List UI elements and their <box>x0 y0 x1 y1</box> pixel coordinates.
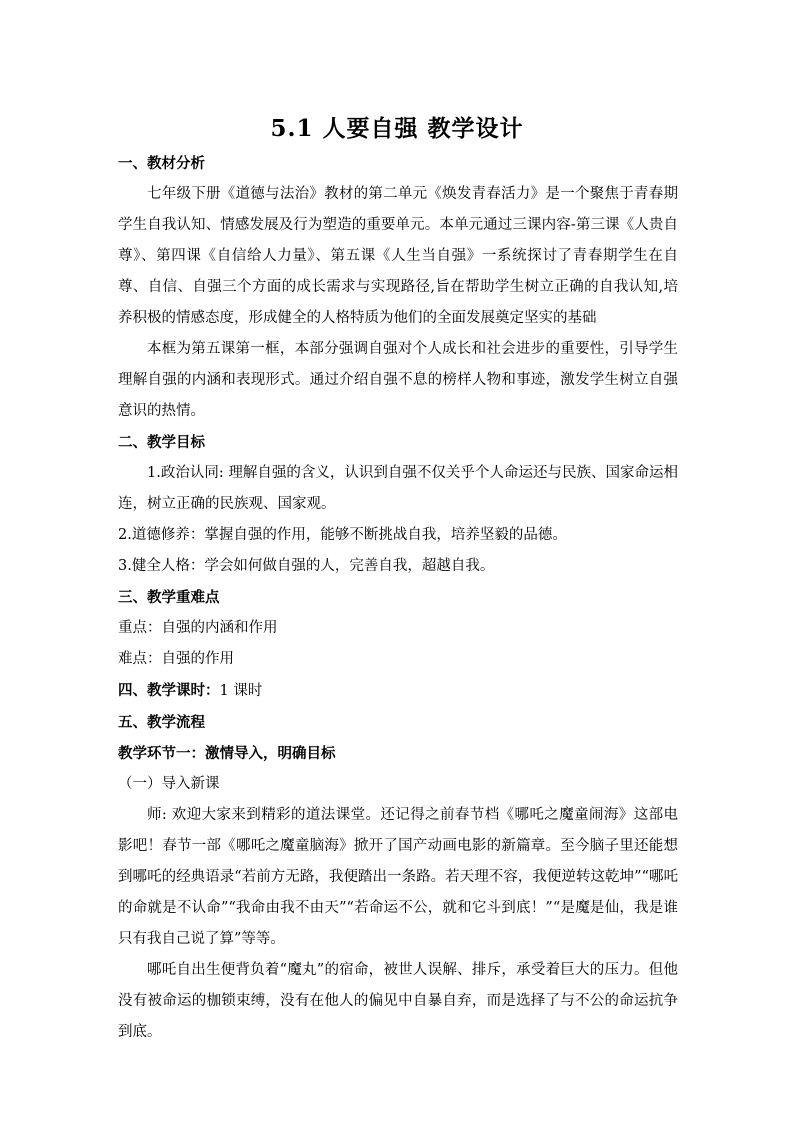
objective-item-1: 1.政治认同: 理解自强的含义，认识到自强不仅关乎个人命运还与民族、国家命运相连，树立正确的民族观、国家观。 <box>118 465 678 512</box>
objective-item-2: 2.道德修养：掌握自强的作用，能够不断挑战自我，培养坚毅的品德。 <box>118 527 567 543</box>
section-heading-process: 五、教学流程 <box>118 714 205 731</box>
teaching-step-1: 教学环节一：激情导入，明确目标 <box>118 745 336 762</box>
document-body <box>118 148 678 1048</box>
difficult-point: 难点：自强的作用 <box>118 651 234 667</box>
section-heading-materials: 一、教材分析 <box>118 155 205 172</box>
class-hours-line <box>118 675 678 707</box>
objective-item-3: 3.健全人格：学会如何做自强的人，完善自我，超越自我。 <box>118 558 495 574</box>
intro-paragraph-2: 哪吒自出生便背负着“魔丸”的宿命，被世人误解、排斥，承受着巨大的压力。但他没有被命运的枷锁束缚，没有在他人的偏见中自暴自弃，而是选择了与不公的命运抗争到底。 <box>118 962 678 1040</box>
key-point: 重点：自强的内涵和作用 <box>118 620 278 636</box>
section-heading-class-hours: 四、教学课时： <box>118 682 220 699</box>
class-hours-value: 1 课时 <box>219 683 263 699</box>
section-heading-objectives: 二、教学目标 <box>118 434 205 451</box>
materials-paragraph-2: 本框为第五课第一框，本部分强调自强对个人成长和社会进步的重要性，引导学生理解自强的内涵和表现形式。通过介绍自强不息的榜样人物和事迹，激发学生树立自强意识的热情。 <box>118 341 678 419</box>
document-title: 5.1 人要自强 教学设计 <box>270 115 524 142</box>
subsection-intro: （一）导入新课 <box>118 776 220 792</box>
materials-paragraph-1: 七年级下册《道德与法治》教材的第二单元《焕发青春活力》是一个聚焦于青春期学生自我认知、情感发展及行为塑造的重要单元。本单元通过三课内容-第三课《人贵自尊》、第四课《自信给人力量》、第五课《人生当自强》一系统探讨了青春期学生在自尊、自信、自强三个方面的成长需求与实现路径,旨在帮助学生树立正确的自我认知,培养积极的情感态度，形成健全的人格特质为他们的全面发展奠定坚实的基础 <box>118 186 678 326</box>
section-heading-key-points: 三、教学重难点 <box>118 589 220 606</box>
intro-paragraph-1: 师: 欢迎大家来到精彩的道法课堂。还记得之前春节档《哪吒之魔童闹海》这部电影吧！春节一部《哪吒之魔童脑海》掀开了国产动画电影的新篇章。至今脑子里还能想到哪吒的经典语录“若前方无路，我便踏出一条路。若天理不容，我便逆转这乾坤”“哪吒的命就是不认命”“我命由我不由天”“若命运不公，就和它斗到底！”“是魔是仙，我是谁只有我自己说了算”等等。 <box>118 807 678 947</box>
